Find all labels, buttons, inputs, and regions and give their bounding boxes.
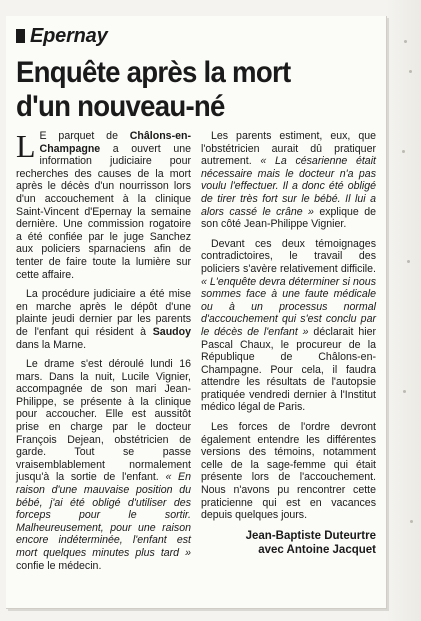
col2-paragraph-1: Les parents estiment, eux, que l'obstétricien aurait dû pratiquer autrement. « La césarienne était nécessaire mais le docteur n'a pas voulu l'effectuer. Il a donc été obligé de tirer très fort sur le bébé. Il lui a alors cassé le crâne » explique de son côté Jean-Philippe Vignier. xyxy=(201,130,376,231)
col1-paragraph-1: L E parquet de Châlons-en-Champagne a ouvert une information judiciaire pour recherches des causes de la mort après le décès d'un nourrisson lors d'un accouchement à la clinique Saint-Vincent d'Epernay la semaine dernière. Une commission rogatoire a été confiée par le juge Sanchez aux policiers sparnaciens afin de tenter de faire toute la lumière sur cette affaire. xyxy=(16,128,191,281)
byline-author: Jean-Baptiste Duteurtre xyxy=(245,529,376,542)
byline-coauthor: avec Antoine Jacquet xyxy=(258,543,376,556)
headline: Enquête après la mort d'un nouveau-né xyxy=(16,56,291,123)
article-body xyxy=(16,130,376,602)
drop-cap: L xyxy=(16,128,36,164)
rubric-square-icon xyxy=(16,29,25,43)
article-column-1 xyxy=(16,130,191,602)
col2-paragraph-2: Devant ces deux témoignages contradictoires, le travail des policiers s'avère relativement difficile. « L'enquête devra déterminer si nous sommes face à une faute médicale ou à un processus normal d'accouchement qui s'est conclu par le décès de l'enfant » déclarait hier Pascal Chaux, le procureur de la République de Châlons-en-Champagne. Pour cela, il faudra attendre les résultats de l'autopsie pratiquée vendredi dernier à l'Institut médico légal de Paris. xyxy=(201,237,377,414)
byline xyxy=(201,529,376,557)
section-rubric xyxy=(16,25,108,48)
rubric-label: Epernay xyxy=(30,25,108,47)
col2-paragraph-3: Les forces de l'ordre devront également entendre les différentes versions des témoins, notamment celle de la sage-femme qui était présente lors de l'accouchement. Nous n'avons pu rencontrer cette praticienne qui est en vacances depuis quelques jours. xyxy=(201,421,376,522)
article-column-2 xyxy=(201,130,376,602)
page-margin xyxy=(387,0,421,621)
col1-paragraph-2: La procédure judiciaire a été mise en marche après le dépôt d'une plainte jeudi dernier par les parents de l'enfant qui résident à Saudoy dans la Marne. xyxy=(16,288,191,351)
col1-paragraph-3: Le drame s'est déroulé lundi 16 mars. Dans la nuit, Lucile Vignier, accompagnée de son mari Jean-Philippe, se présente à la clinique pour accoucher. Elle est aussitôt prise en charge par le docteur François Dejean, obstétricien de garde. Tout se passe vraisemblablement normalement jusqu'à la sortie de l'enfant. « En raison d'une mauvaise position du bébé, j'ai été obligé d'utiliser des forceps pour le sortir. Malheureusement, pour une raison encore indéterminée, l'enfant est mort quelques minutes plus tard » confie le médecin. xyxy=(16,358,192,572)
